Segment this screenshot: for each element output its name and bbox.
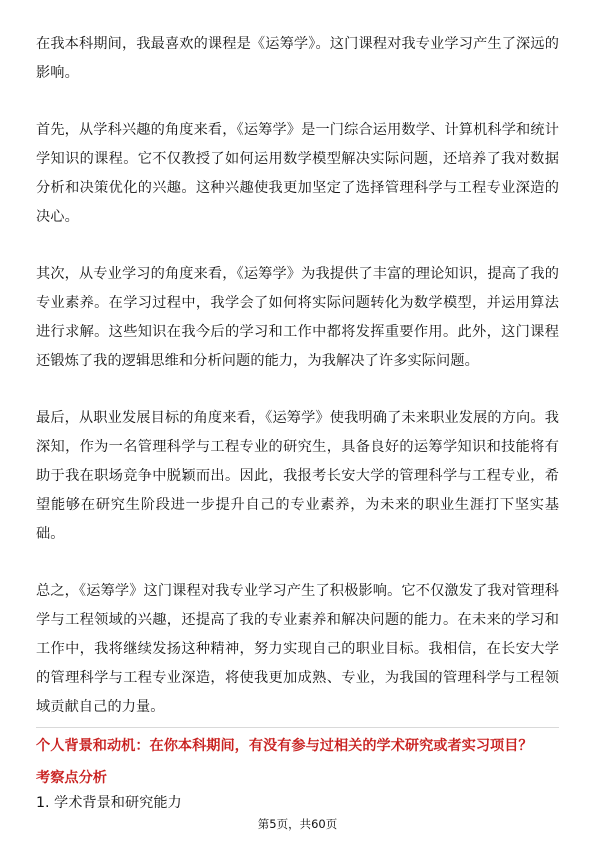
paragraph-first: 首先，从学科兴趣的角度来看，《运筹学》是一门综合运用数学、计算机科学和统计学知识的课程。它不仅教授了如何运用数学模型解决实际问题，还培养了我对数据分析和决策优化的兴趣。这种兴趣使我更加坚定了选择管理科学与工程专业深造的决心。 xyxy=(36,122,559,225)
analysis-item-1: 1. 学术背景和研究能力 xyxy=(36,795,182,811)
paragraph-gap xyxy=(36,376,559,404)
page-number: 第5页，共60页 xyxy=(257,817,338,831)
paragraph-gap xyxy=(36,549,559,577)
paragraph-gap xyxy=(36,232,559,260)
paragraph-third: 最后，从职业发展目标的角度来看，《运筹学》使我明确了未来职业发展的方向。我深知，作为一名管理科学与工程专业的研究生，具备良好的运筹学知识和技能将有助于我在职场竞争中脱颖而出。因此，我报考长安大学的管理科学与工程专业，希望能够在研究生阶段进一步提升自己的专业素养，为未来的职业生涯打下坚实基础。 xyxy=(36,410,559,542)
paragraph-conclusion: 总之，《运筹学》这门课程对我专业学习产生了积极影响。它不仅激发了我对管理科学与工程领域的兴趣，还提高了我的专业素养和解决问题的能力。在未来的学习和工作中，我将继续发扬这种精神，努力实现自己的职业目标。我相信，在长安大学的管理科学与工程专业深造，将使我更加成熟、专业，为我国的管理科学与工程领域贡献自己的力量。 xyxy=(36,583,559,715)
paragraph-intro: 在我本科期间，我最喜欢的课程是《运筹学》。这门课程对我专业学习产生了深远的影响。 xyxy=(36,36,559,81)
section-divider xyxy=(36,727,559,728)
interview-question: 个人背景和动机：在你本科期间，有没有参与过相关的学术研究或者实习项目？ xyxy=(36,738,533,754)
body-text xyxy=(36,30,559,722)
paragraph-second: 其次，从专业学习的角度来看，《运筹学》为我提供了丰富的理论知识，提高了我的专业素养。在学习过程中，我学会了如何将实际问题转化为数学模型，并运用算法进行求解。这些知识在我今后的学习和工作中都将发挥重要作用。此外，这门课程还锻炼了我的逻辑思维和分析问题的能力，为我解决了许多实际问题。 xyxy=(36,266,559,369)
paragraph-gap xyxy=(36,88,559,116)
analysis-heading: 考察点分析 xyxy=(36,770,107,786)
